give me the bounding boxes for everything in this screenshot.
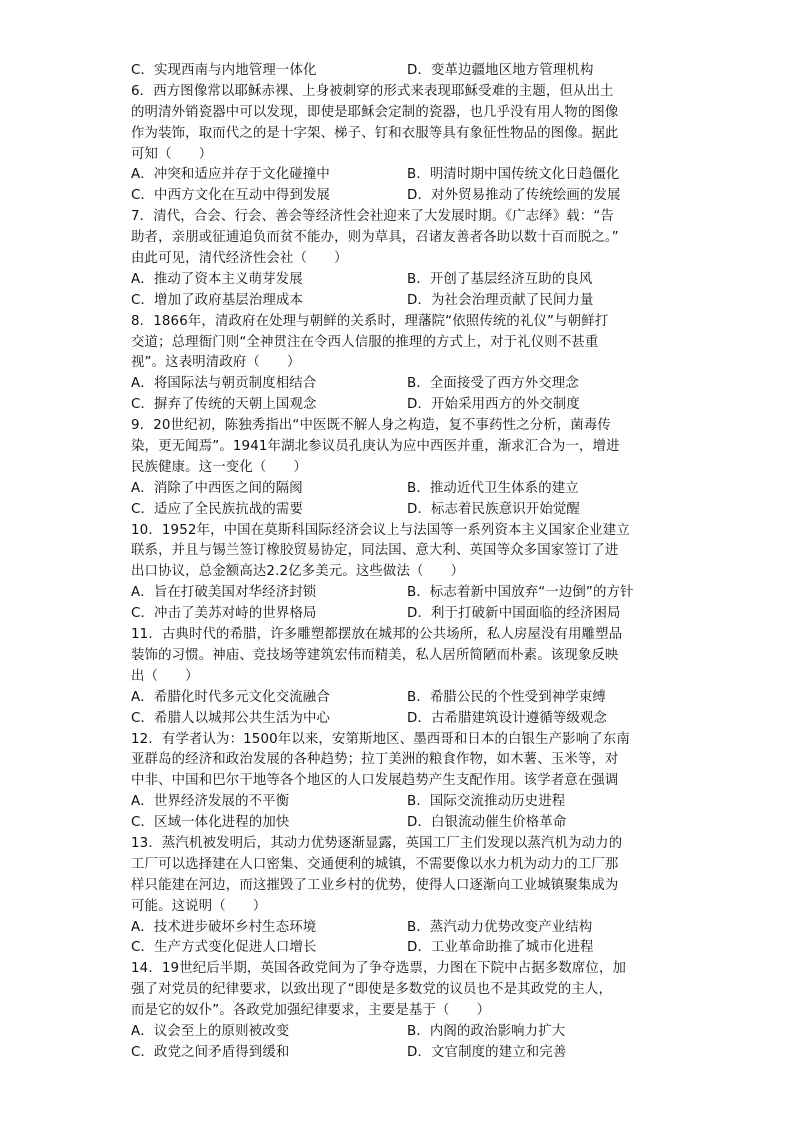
option-right: D．变革边疆地区地方管理机构	[407, 63, 594, 78]
question-text-line: 11．古典时代的希腊，许多雕塑都摆放在城邦的公共场所，私人房屋没有用雕塑品	[131, 627, 623, 643]
option-left: A．世界经济发展的不平衡	[131, 794, 290, 810]
question-text-line: 12．有学者认为：1500年以来，安第斯地区、墨西哥和日本的白银生产影响了东南	[131, 731, 630, 747]
option-row	[131, 688, 667, 709]
option-left: C．适应了全民族抗战的需要	[131, 501, 303, 517]
option-right: B．希腊公民的个性受到神学束缚	[407, 689, 606, 705]
question-text-line: 视”。这表明清政府（ ）	[131, 355, 301, 371]
option-row	[131, 374, 667, 395]
option-row	[131, 186, 667, 207]
option-row	[131, 709, 667, 730]
question-text-line: 7．清代，合会、行会、善会等经济性会社迎来了大发展时期。《广志绎》载：“告	[131, 209, 614, 225]
question-text-line: 工厂可以选择建在人口密集、交通便利的城镇，不需要像以水力机为动力的工厂那	[131, 856, 619, 872]
option-row	[131, 813, 667, 834]
option-row	[131, 604, 667, 625]
question-text-line: 出（ ）	[131, 668, 199, 684]
question-text-line: 由此可见，清代经济性会社（ ）	[131, 251, 348, 267]
option-right: B．国际交流推动历史进程	[407, 794, 566, 810]
question-text-line: 助者，亲朋或征逋追负而贫不能办，则为草具，召诸友善者各助以数十百而脱之。”	[131, 230, 619, 246]
option-left: C．区域一体化进程的加快	[131, 815, 290, 831]
option-right: B．全面接受了西方外交理念	[407, 376, 579, 392]
option-right: D．为社会治理贡献了民间力量	[407, 292, 594, 308]
option-left: A．议会至上的原则被改变	[131, 1023, 290, 1039]
option-right: B．蒸汽动力优势改变产业结构	[407, 919, 593, 935]
option-row	[131, 583, 667, 604]
option-right: D．开始采用西方的外交制度	[407, 397, 580, 413]
question-text-line: 装饰的习惯。神庙、竞技场等建筑宏伟而精美，私人居所简陋而朴素。该现象反映	[131, 647, 619, 663]
question-text-line: 14．19世纪后半期，英国各政党间为了争夺选票，力图在下院中占据多数席位，加	[131, 961, 627, 977]
question-text-line: 染，更无闻焉”。1941年湖北参议员孔庚认为应中西医并重，渐求汇合为一，增进	[131, 439, 620, 455]
question-text-line: 出口协议，总金额高达2.2亿多美元。这些做法（ ）	[131, 564, 465, 580]
option-right: B．内阁的政治影响力扩大	[407, 1023, 566, 1039]
option-left: C．冲击了美苏对峙的世界格局	[131, 606, 317, 622]
option-row	[131, 165, 667, 186]
question-text-line: 交道；总理衙门则“全神贯注在令西人信服的推理的方式上，对于礼仪则不甚重	[131, 334, 599, 350]
question-text-line: 的明清外销瓷器中可以发现，即使是耶稣会定制的瓷器，也几乎没有用人物的图像	[131, 104, 619, 120]
question-text-line: 可能。这说明（ ）	[131, 898, 267, 914]
question-text-line: 民族健康。这一变化（ ）	[131, 459, 308, 475]
question-text-line: 样只能建在河边，而这摧毁了工业乡村的优势，使得人口逐渐向工业城镇聚集成为	[131, 877, 619, 893]
question-text-line: 9．20世纪初，陈独秀指出“中医既不解人身之构造，复不事药性之分析，菌毒传	[131, 418, 611, 434]
option-left: A．旨在打破美国对华经济封锁	[131, 585, 317, 601]
option-left: C．中西方文化在互动中得到发展	[131, 188, 331, 204]
option-left: C．实现西南与内地管理一体化	[131, 63, 317, 78]
question-text-line: 而是它的奴仆”。各政党加强纪律要求，主要是基于（ ）	[131, 1003, 491, 1019]
option-row	[131, 61, 667, 82]
option-left: A．消除了中西医之间的隔阂	[131, 480, 303, 496]
option-left: C．生产方式变化促进人口增长	[131, 940, 317, 956]
option-right: B．标志着新中国放弃“一边倒”的方针	[407, 585, 634, 601]
option-right: D．利于打破新中国面临的经济困局	[407, 606, 621, 622]
question-text-line: 亚群岛的经济和政治发展的各种趋势；拉丁美洲的粮食作物，如木薯、玉米等，对	[131, 752, 619, 768]
question-text-line: 13．蒸汽机被发明后，其动力优势逐渐显露，英国工厂主们发现以蒸汽机为动力的	[131, 835, 623, 851]
option-left: A．技术进步破坏乡村生态环境	[131, 919, 317, 935]
question-text-line: 8．1866年，清政府在处理与朝鲜的关系时，理藩院“依照传统的礼仪”与朝鲜打	[131, 313, 609, 329]
option-right: D．文官制度的建立和完善	[407, 1044, 567, 1060]
question-text-line: 6．西方图像常以耶稣赤裸、上身被刺穿的形式来表现耶稣受难的主题，但从出土	[131, 83, 614, 99]
option-row	[131, 479, 667, 500]
option-left: A．冲突和适应并存于文化碰撞中	[131, 167, 330, 183]
option-left: C．摒弃了传统的天朝上国观念	[131, 397, 317, 413]
option-row	[131, 1022, 667, 1043]
option-right: D．标志着民族意识开始觉醒	[407, 501, 580, 517]
option-row	[131, 938, 667, 959]
question-text-line: 中非、中国和巴尔干地等各个地区的人口发展趋势产生支配作用。该学者意在强调	[131, 773, 619, 789]
option-left: C．希腊人以城邦公共生活为中心	[131, 710, 331, 726]
question-content	[131, 61, 667, 1064]
question-text-line: 联系，并且与锡兰签订橡胶贸易协定，同法国、意大利、英国等众多国家签订了进	[131, 543, 619, 559]
option-row	[131, 270, 667, 291]
question-text-line: 可知（ ）	[131, 146, 213, 162]
option-left: C．政党之间矛盾得到缓和	[131, 1044, 290, 1060]
option-row	[131, 1043, 667, 1064]
option-right: D．对外贸易推动了传统绘画的发展	[407, 188, 621, 204]
option-left: A．将国际法与朝贡制度相结合	[131, 376, 317, 392]
question-text-line: 作为装饰，取而代之的是十字架、梯子、钉和衣服等具有象征性物品的图像。据此	[131, 125, 619, 141]
option-right: B．推动近代卫生体系的建立	[407, 480, 579, 496]
option-right: D．白银流动催生价格革命	[407, 815, 567, 831]
question-text-line: 10．1952年，中国在莫斯科国际经济会议上与法国等一系列资本主义国家企业建立	[131, 522, 630, 538]
option-left: A．推动了资本主义萌芽发展	[131, 271, 303, 287]
option-row	[131, 500, 667, 521]
option-right: D．工业革命助推了城市化进程	[407, 940, 594, 956]
option-row	[131, 918, 667, 939]
option-row	[131, 395, 667, 416]
option-left: C．增加了政府基层治理成本	[131, 292, 303, 308]
option-row	[131, 291, 667, 312]
option-left: A．希腊化时代多元文化交流融合	[131, 689, 330, 705]
question-text-line: 强了对党员的纪律要求，以致出现了“即使是多数党的议员也不是其政党的主人，	[131, 982, 613, 998]
option-row	[131, 792, 667, 813]
option-right: B．开创了基层经济互助的良风	[407, 271, 593, 287]
option-right: D．古希腊建筑设计遵循等级观念	[407, 710, 608, 726]
option-right: B．明清时期中国传统文化日趋僵化	[407, 167, 620, 183]
